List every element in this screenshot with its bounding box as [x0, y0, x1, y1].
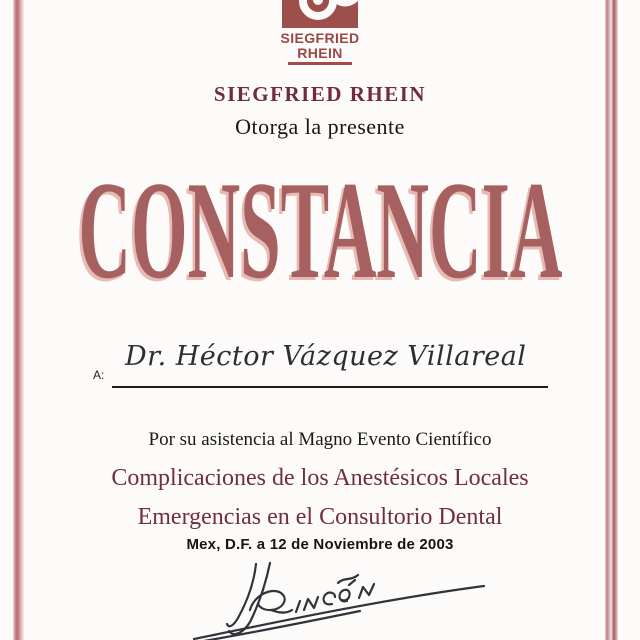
logo-wordmark-line1: SIEGFRIED	[280, 30, 360, 46]
date-line: Mex, D.F. a 12 de Noviembre de 2003	[186, 536, 454, 553]
logo-wordmark	[0, 31, 640, 61]
recipient-name: Dr. Héctor Vázquez Villareal	[125, 341, 527, 372]
logo-wordmark-line2: RHEIN	[297, 45, 343, 61]
certificate-title-text: CONSTANCIA	[77, 153, 563, 308]
recipient-label: A:	[93, 368, 105, 382]
event-title-line2: Emergencias en el Consultorio Dental	[137, 504, 503, 530]
siegfried-rhein-swirl-icon	[282, 0, 358, 28]
recipient-underline	[112, 386, 548, 388]
certificate-title	[0, 153, 640, 308]
event-title-line1: Complicaciones de los Anestésicos Locales	[111, 465, 529, 491]
presents-line: Otorga la presente	[235, 114, 405, 139]
signature-rincon-icon	[188, 554, 490, 640]
logo-divider-rule	[288, 62, 352, 65]
reason-line: Por su asistencia al Magno Evento Científico	[148, 429, 492, 450]
issuer-heading: SIEGFRIED RHEIN	[213, 82, 427, 106]
